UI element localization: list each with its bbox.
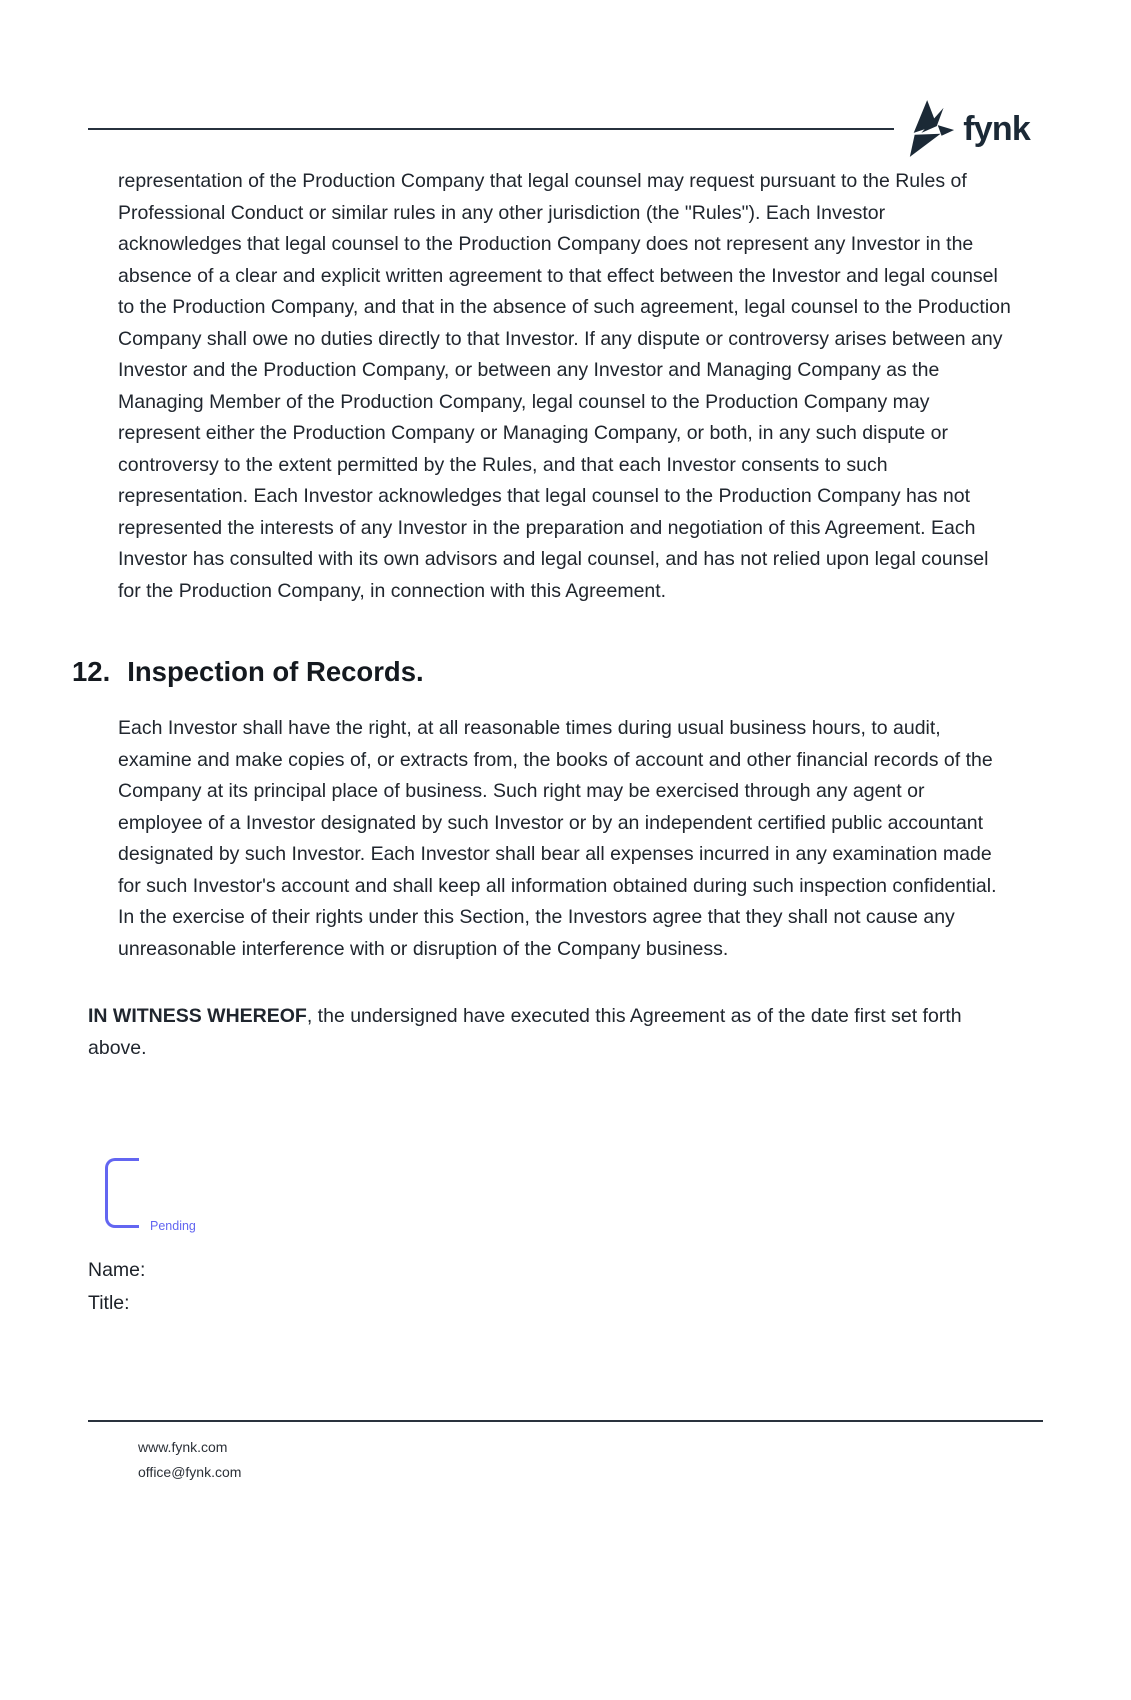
footer-website: www.fynk.com — [138, 1439, 228, 1455]
witness-rest: , the undersigned have executed this Agreement as of the date first set forth above. — [88, 1005, 962, 1059]
section-title: Inspection of Records. — [127, 656, 424, 687]
page-footer — [88, 1420, 1131, 1485]
fynk-logo — [906, 100, 1030, 158]
witness-lead: IN WITNESS WHEREOF — [88, 1005, 307, 1027]
section-heading — [72, 655, 1131, 689]
footer-email: office@fynk.com — [138, 1464, 242, 1480]
name-label: Name: — [88, 1259, 146, 1281]
footer-divider — [88, 1420, 1043, 1422]
signature-bracket-icon — [105, 1158, 139, 1228]
title-label: Title: — [88, 1292, 130, 1314]
origami-bird-icon — [906, 100, 956, 158]
header-divider — [88, 128, 894, 130]
page-header — [88, 100, 1030, 158]
signatory-labels — [88, 1254, 1131, 1320]
witness-paragraph — [88, 1001, 1014, 1064]
fynk-wordmark: fynk — [963, 110, 1030, 148]
section-number: 12. — [72, 656, 111, 687]
signature-field[interactable] — [105, 1158, 425, 1233]
section-paragraph: Each Investor shall have the right, at all reasonable times during usual business hours, to audit, examine and make copies of, or extracts from, the books of account and other financial records of the Company at its principal place of business. Such right may be exercised through any agent or employee of a Investor designated by such Investor or by an independent certified public accountant designated by such Investor. Each Investor shall bear all expenses incurred in any examination made for such Investor's account and shall keep all information obtained during such inspection confidential. In the exercise of their rights under this Section, the Investors agree that they shall not cause any unreasonable interference with or disruption of the Company business. — [118, 717, 997, 960]
signature-status-badge: Pending — [150, 1219, 196, 1233]
continuation-paragraph: representation of the Production Company that legal counsel may request pursuant to the Rules of Professional Conduct or similar rules in any other jurisdiction (the "Rules"). Each Investor acknowledges that legal counsel to the Production Company does not represent any Investor in the absence of a clear and explicit written agreement to that effect between the Investor and legal counsel to the Production Company, and that in the absence of such agreement, legal counsel to the Production Company shall owe no duties directly to that Investor. If any dispute or controversy arises between any Investor and the Production Company, or between any Investor and Managing Company as the Managing Member of the Production Company, legal counsel to the Production Company may represent either the Production Company or Managing Company, or both, in any such dispute or controversy to the extent permitted by the Rules, and that each Investor consents to such representation. Each Investor acknowledges that legal counsel to the Production Company has not represented the interests of any Investor in the preparation and negotiation of this Agreement. Each Investor has consulted with its own advisors and legal counsel, and has not relied upon legal counsel for the Production Company, in connection with this Agreement. — [118, 170, 1011, 602]
